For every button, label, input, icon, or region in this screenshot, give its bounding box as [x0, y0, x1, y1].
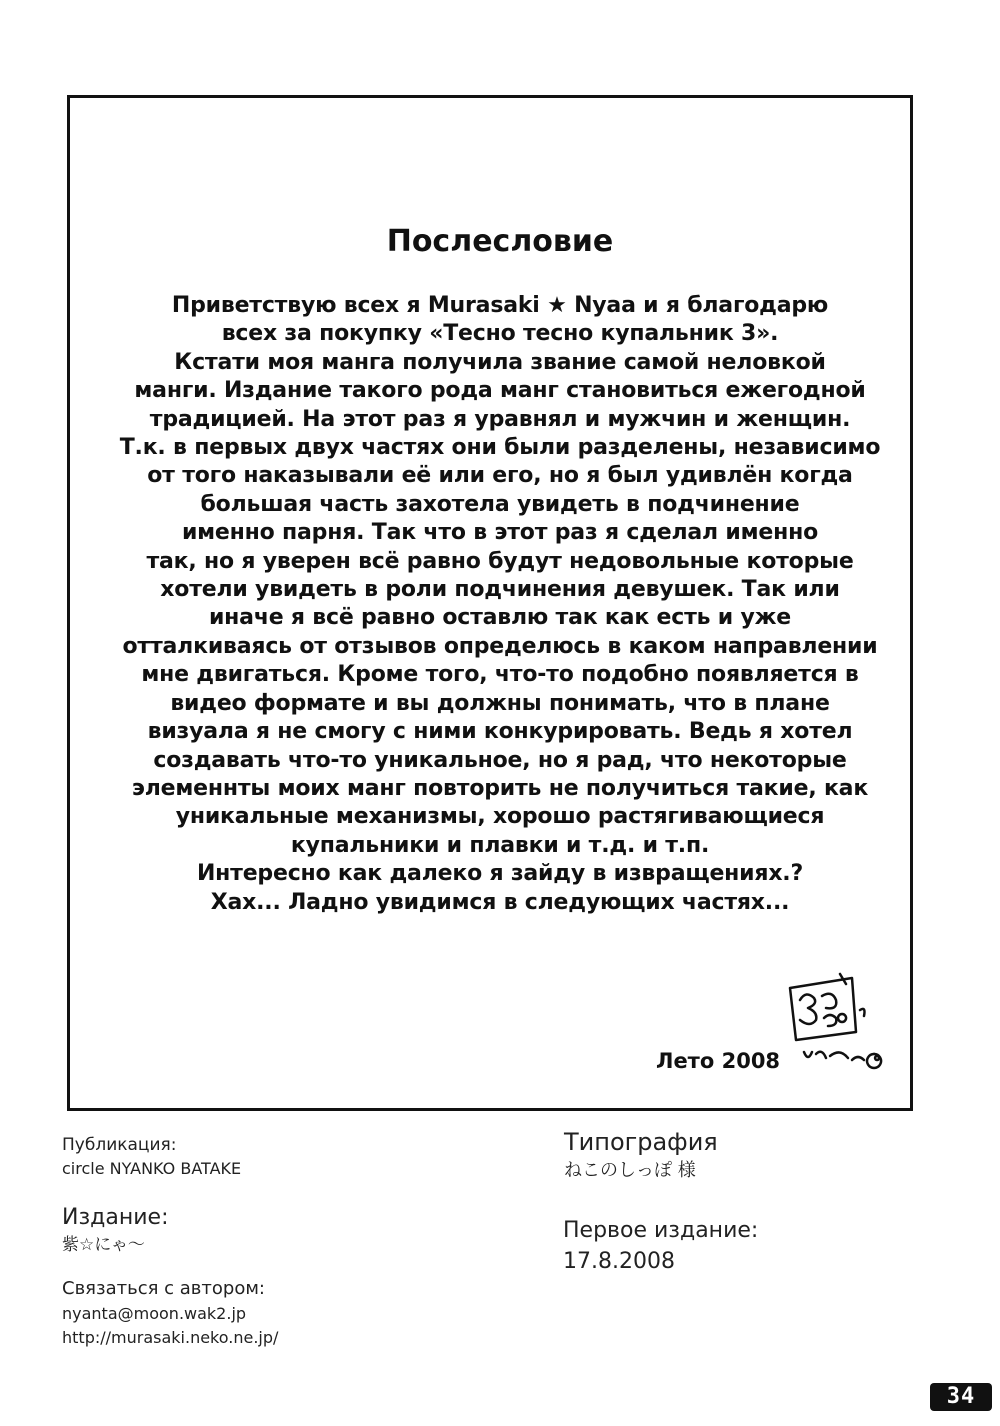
afterword-line: элеменнты моих манг повторить не получиться такие, как — [131, 775, 869, 801]
credits-first-edition — [563, 1215, 758, 1277]
edition-label: Издание: — [62, 1205, 169, 1230]
contact-label: Связаться с автором: — [62, 1278, 265, 1299]
afterword-line: от того наказывали её или его, но я был удивлён когда — [147, 463, 853, 489]
afterword-line: Приветствую всех я Murasaki ★ Nyaa и я благодарю — [171, 293, 829, 318]
afterword-line: манги. Издание такого рода манг становиться ежегодной — [134, 378, 866, 404]
afterword-line: Интересно как далеко я зайду в извращениях.? — [196, 861, 804, 887]
publication-value: circle NYANKO BATAKE — [62, 1159, 242, 1178]
page-number: 34 — [930, 1383, 992, 1411]
first-edition-date: 17.8.2008 — [563, 1249, 675, 1274]
afterword-title: Послесловие — [386, 224, 614, 259]
date-signed: Лето 2008 — [656, 1049, 781, 1073]
contact-email[interactable]: nyanta@moon.wak2.jp — [62, 1304, 247, 1323]
typography-label: Типография — [564, 1128, 718, 1156]
edition-value: 紫☆にゃ〜 — [62, 1235, 145, 1255]
typography-value: ねこのしっぽ 様 — [564, 1160, 696, 1181]
afterword-line: купальники и плавки и т.д. и т.п. — [290, 832, 710, 858]
contact-url[interactable]: http://murasaki.neko.ne.jp/ — [62, 1328, 279, 1347]
afterword-line: уникальные механизмы, хорошо растягивающиеся — [175, 804, 825, 830]
afterword-line: именно парня. Так что в этот раз я сделал именно — [181, 520, 819, 546]
afterword-line: так, но я уверен всё равно будут недовольные которые — [146, 548, 854, 574]
afterword-line: мне двигаться. Кроме того, что-то подобно появляется в — [141, 662, 859, 688]
afterword-line: традицией. На этот раз я уравнял и мужчин и женщин. — [149, 406, 851, 432]
afterword-line: всех за покупку «Тесно тесно купальник 3». — [221, 321, 779, 347]
credits-typography — [564, 1126, 718, 1184]
credits-edition — [62, 1203, 168, 1257]
afterword-body — [80, 292, 920, 917]
credits-contact — [62, 1276, 278, 1350]
afterword-line: отталкиваясь от отзывов определюсь в каком направлении — [122, 633, 878, 659]
afterword-line: хотели увидеть в роли подчинения девушек. Так или — [160, 577, 840, 603]
afterword-line: создавать что-то уникальное, но я рад, что некоторые — [153, 747, 847, 773]
signature-hanko-icon — [782, 970, 892, 1090]
afterword-line: иначе я всё равно оставлю так как есть и уже — [208, 605, 792, 631]
publication-label: Публикация: — [62, 1135, 177, 1155]
first-edition-label: Первое издание: — [563, 1218, 759, 1243]
afterword-line: большая часть захотела увидеть в подчинение — [200, 491, 800, 517]
afterword-line: Кстати моя манга получила звание самой неловкой — [174, 349, 826, 375]
afterword-line: видео формате и вы должны понимать, что в плане — [170, 690, 830, 716]
afterword-line: Хах... Ладно увидимся в следующих частях... — [210, 889, 790, 915]
afterword-line: Т.к. в первых двух частях они были разделены, независимо — [119, 435, 881, 461]
afterword-line: визуала я не смогу с ними конкурировать. Ведь я хотел — [147, 719, 853, 745]
credits-publication — [62, 1133, 241, 1181]
